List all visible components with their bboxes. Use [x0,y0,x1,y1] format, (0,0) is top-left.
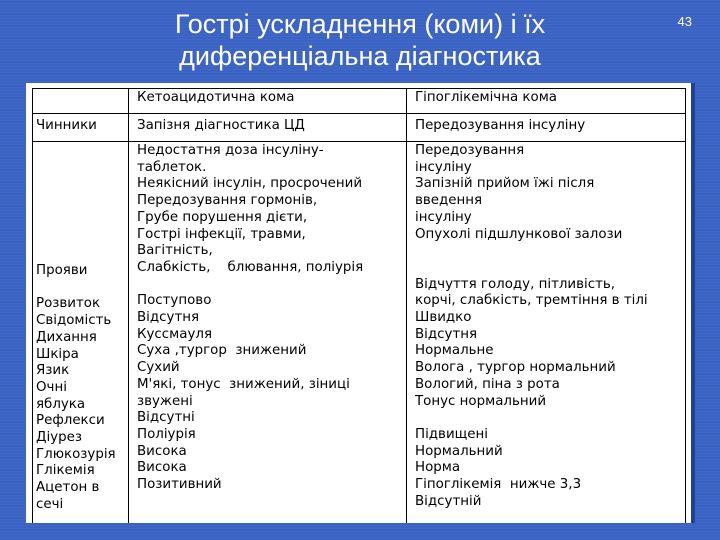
ketoacidotic-details: Недостатня доза інсуліну- таблеток. Неякісний інсулін, просрочений Передозування гормонів, Грубе порушення дієти, Гострі інфекції, травми, Вагітність, Слабкість, блювання, поліурія Поступово Відсутня Куссмауля Суха ,тургор знижений Сухий М'які, тонус знижений, зіниці звужені Відсутні Поліурія Висока Висока Позитивний [137,143,364,493]
hypoglycemic-causes-summary: Передозування інсуліну [415,118,586,133]
hypoglycemic-details: Передозування інсуліну Запізній прийом їжі після введення інсуліну Опухолі підшлункової залози Відчуття голоду, пітливість, корчі, слабкість, тремтіння в тілі Швидко Відсутня Нормальне Волога , тургор нормальний Вологий, піна з рота Тонус нормальний Підвищені Нормальний Норма Гіпоглікемія нижче 3,3 Відсутній [415,143,648,509]
header-divider [32,113,685,114]
column-divider-2 [406,88,407,523]
slide-title: Гострі ускладнення (коми) і їх диференціальна діагностика [174,9,546,71]
table-border-left [32,88,33,523]
header-hypoglycemic-coma: Гіпоглікемічна кома [415,90,558,105]
ketoacidotic-causes-summary: Запізня діагностика ЦД [137,118,305,133]
column-divider-1 [128,88,129,523]
comparison-table [26,83,695,523]
slide-number: 43 [677,14,692,29]
row-divider [32,141,685,142]
header-ketoacidotic-coma: Кетоацидотична кома [137,90,295,105]
row-labels-manifestations: Прояви Розвиток Свідомість Дихання Шкіра Язик Очні яблука Рефлекси Діурез Глюкозурія Глікемія Ацетон в сечі [36,263,116,512]
table-border-right [685,88,686,523]
row-label-causes: Чинники [36,118,97,133]
table-border-top [32,88,685,89]
